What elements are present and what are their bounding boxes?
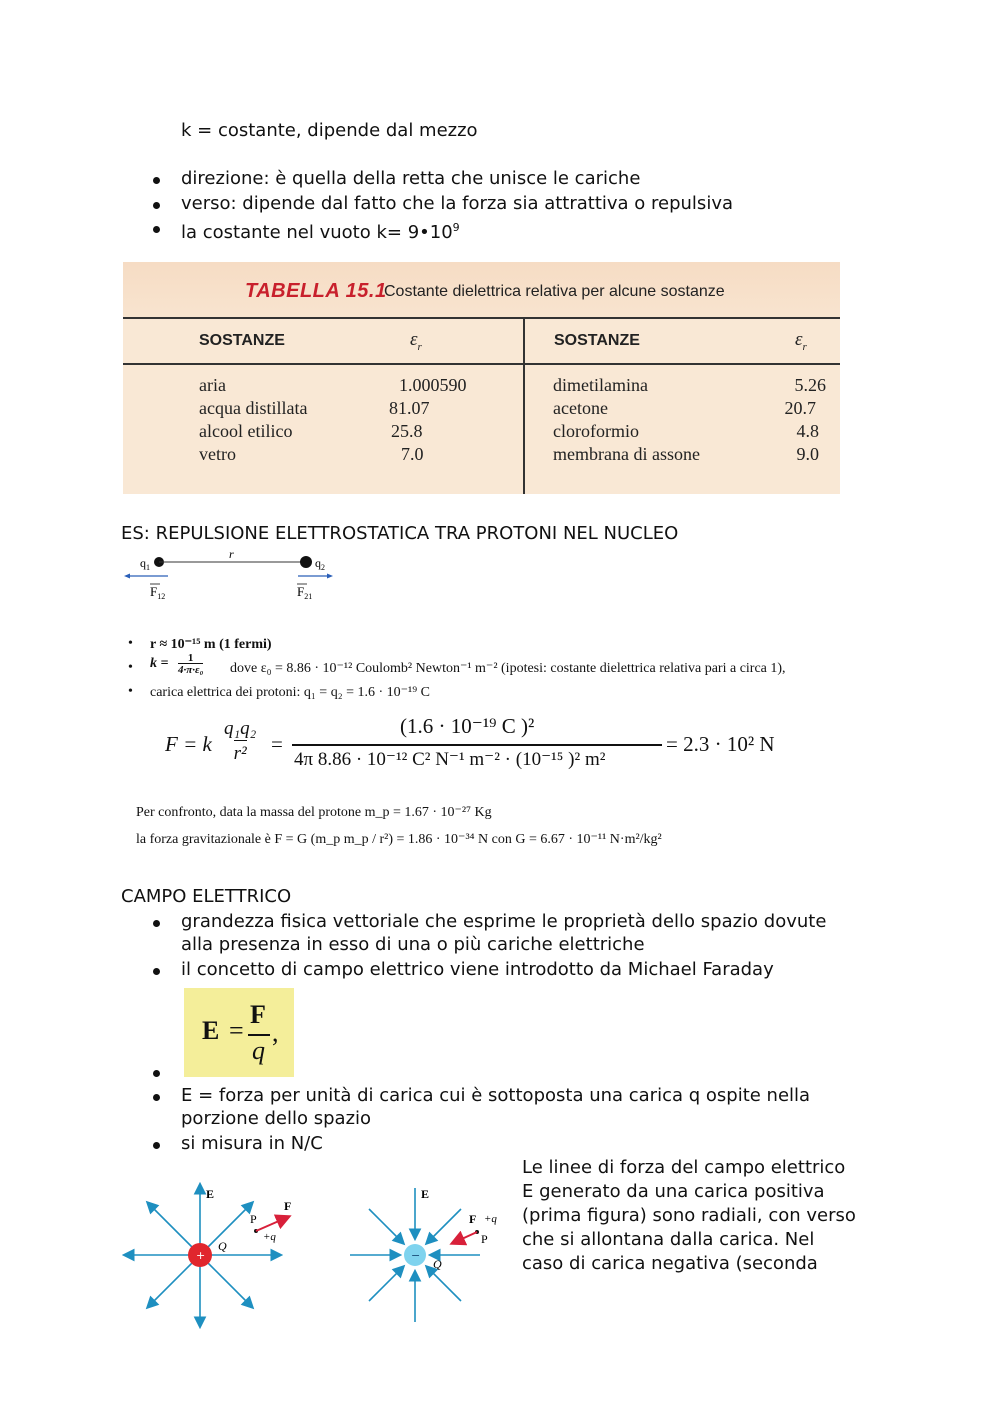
bullet-dot [153, 177, 160, 184]
distance-line-text: r ≈ 10⁻¹⁵ m (1 fermi) [150, 637, 272, 652]
formula-q: q [252, 1036, 265, 1065]
table-caption: Costante dielettrica relativa per alcune sostanze [384, 283, 725, 300]
E-label: E [421, 1187, 430, 1201]
bullet-dot [153, 1142, 160, 1149]
q-label: +q [263, 1231, 276, 1243]
table-cell: acetone [553, 398, 608, 418]
table-cell: 81.07 [389, 398, 430, 418]
f12-label: $F_{12}$ [150, 584, 166, 601]
field-formula-image [184, 988, 294, 1077]
bullet-direction: direzione: è quella della retta che unisce le cariche [181, 168, 641, 189]
bullet-vacuum-constant: la costante nel vuoto $k= 9•10^9$ [181, 221, 460, 243]
table-column-divider [523, 317, 525, 494]
formula-comma: , [272, 1018, 279, 1047]
charge-q2 [300, 556, 312, 568]
table-cell: 5.26 [794, 375, 826, 395]
col-eps-right: $\varepsilon_r$ [795, 329, 807, 353]
table-cell: 7.0 [401, 444, 424, 464]
Q-label: Q [218, 1239, 227, 1253]
dielectric-table [123, 262, 840, 494]
minus-sign: − [411, 1249, 421, 1262]
bullet-mark: • [128, 684, 133, 699]
table-cell: membrana di assone [553, 444, 700, 464]
negative-charge-field-figure [345, 1180, 510, 1330]
field-heading: CAMPO ELETTRICO [121, 886, 292, 907]
formula-equals: = [271, 732, 283, 756]
example-heading: ES: REPULSIONE ELETTROSTATICA TRA PROTONI NEL NUCLEO [121, 523, 679, 544]
k-formula: k = [150, 656, 169, 671]
formula-numerator: (1.6 · 10⁻¹⁹ C )² [400, 714, 535, 738]
field-bullet-measure: si misura in N/C [181, 1133, 323, 1154]
side-text-line: caso di carica negativa (seconda [522, 1253, 818, 1274]
force-vector [453, 1232, 477, 1243]
bullet-dot [153, 920, 160, 927]
table-cell: 25.8 [391, 421, 423, 441]
field-bullet-definition: grandezza fisica vettoriale che esprime le proprietà dello spazio dovute [181, 911, 827, 932]
side-text-line: E generato da una carica positiva [522, 1181, 825, 1202]
plus-sign: + [196, 1249, 206, 1262]
table-cell: 1.000590 [399, 375, 467, 395]
arrowhead-12 [124, 574, 130, 579]
F-label: F [469, 1212, 477, 1226]
bullet-mark: • [128, 660, 133, 675]
F-label: F [284, 1199, 292, 1213]
formula-q1q2: q₁q₂ r² [224, 718, 257, 764]
P-label: P [481, 1232, 488, 1246]
formula-denominator: 4π 8.86 · 10⁻¹² C² N⁻¹ m⁻² · (10⁻¹⁵ )² m² [294, 749, 606, 770]
q-label: +q [484, 1213, 497, 1225]
side-text-line: Le linee di forza del campo elettrico [522, 1157, 846, 1178]
formula-F: F [250, 1000, 266, 1029]
positive-charge-field-figure [120, 1180, 292, 1330]
bullet-dot [153, 1070, 160, 1077]
table-cell: 20.7 [784, 398, 816, 418]
formula-eq-sign: = [229, 1016, 244, 1045]
field-bullet-unit-force: E = forza per unità di carica cui è sottoposta una carica q ospite nella [181, 1085, 811, 1106]
formula-E: E [202, 1016, 220, 1045]
q1-label: $q_1$ [140, 556, 150, 572]
table-cell: dimetilamina [553, 375, 648, 395]
table-cell: vetro [199, 444, 236, 464]
side-text-line: che si allontana dalla carica. Nel [522, 1229, 815, 1250]
formula-lhs: F = k [165, 732, 212, 756]
r-label: r [229, 547, 234, 561]
bullet-dot [153, 1094, 160, 1101]
field-bullet-definition-cont: alla presenza in esso di una o più cariche elettriche [181, 934, 645, 955]
table-cell: acqua distillata [199, 398, 308, 418]
proton-charge-line: carica elettrica dei protoni: q₁ = q₂ = 1.6 · 10⁻¹⁹ C [150, 685, 430, 700]
k-definition: k = costante, dipende dal mezzo [181, 120, 478, 141]
table-cell: alcool etilico [199, 421, 293, 441]
f21-label: $F_{21}$ [297, 584, 313, 601]
field-bullet-faraday: il concetto di campo elettrico viene introdotto da Michael Faraday [181, 959, 774, 980]
bullet-dot [153, 968, 160, 975]
proton-mass-line: Per confronto, data la massa del protone m_p = 1.67 · 10⁻²⁷ Kg [136, 805, 492, 820]
arrowhead-21 [327, 574, 333, 579]
col-substance-left: SOSTANZE [199, 332, 285, 349]
bullet-dot [153, 226, 160, 233]
coulomb-computation [120, 628, 842, 870]
P-label: P [250, 1212, 257, 1226]
col-substance-right: SOSTANZE [554, 332, 640, 349]
table-cell: cloroformio [553, 421, 639, 441]
epsilon-line: dove ε₀ = 8.86 · 10⁻¹² Coulomb² Newton⁻¹ m⁻² (ipotesi: costante dielettrica relativa pari a circa 1), [230, 661, 786, 676]
table-divider [123, 363, 840, 365]
k-fraction: 1 4·π·ε₀ [178, 652, 204, 676]
gravity-line: la forza gravitazionale è F = G (m_p m_p / r²) = 1.86 · 10⁻³⁴ N con G = 6.67 · 10⁻¹¹ N·m²/kg² [136, 832, 662, 847]
table-code: TABELLA 15.1 [245, 280, 387, 302]
formula-result: = 2.3 · 10² N [666, 732, 775, 756]
table-header-band [123, 262, 840, 319]
charges-diagram [120, 548, 340, 608]
col-eps-left: $\varepsilon_r$ [410, 329, 422, 353]
fraction-bar [292, 744, 662, 746]
bullet-verse: verso: dipende dal fatto che la forza sia attrattiva o repulsiva [181, 193, 733, 214]
field-bullet-unit-force-cont: porzione dello spazio [181, 1108, 372, 1129]
force-vector [256, 1217, 288, 1231]
table-cell: aria [199, 375, 226, 395]
bullet-dot [153, 202, 160, 209]
E-label: E [206, 1187, 215, 1201]
Q-label: Q [433, 1257, 442, 1271]
bullet-mark: • [128, 636, 133, 651]
table-cell: 9.0 [796, 444, 819, 464]
side-text-line: (prima figura) sono radiali, con verso [522, 1205, 856, 1226]
table-cell: 4.8 [796, 421, 819, 441]
q2-label: $q_2$ [315, 556, 325, 572]
